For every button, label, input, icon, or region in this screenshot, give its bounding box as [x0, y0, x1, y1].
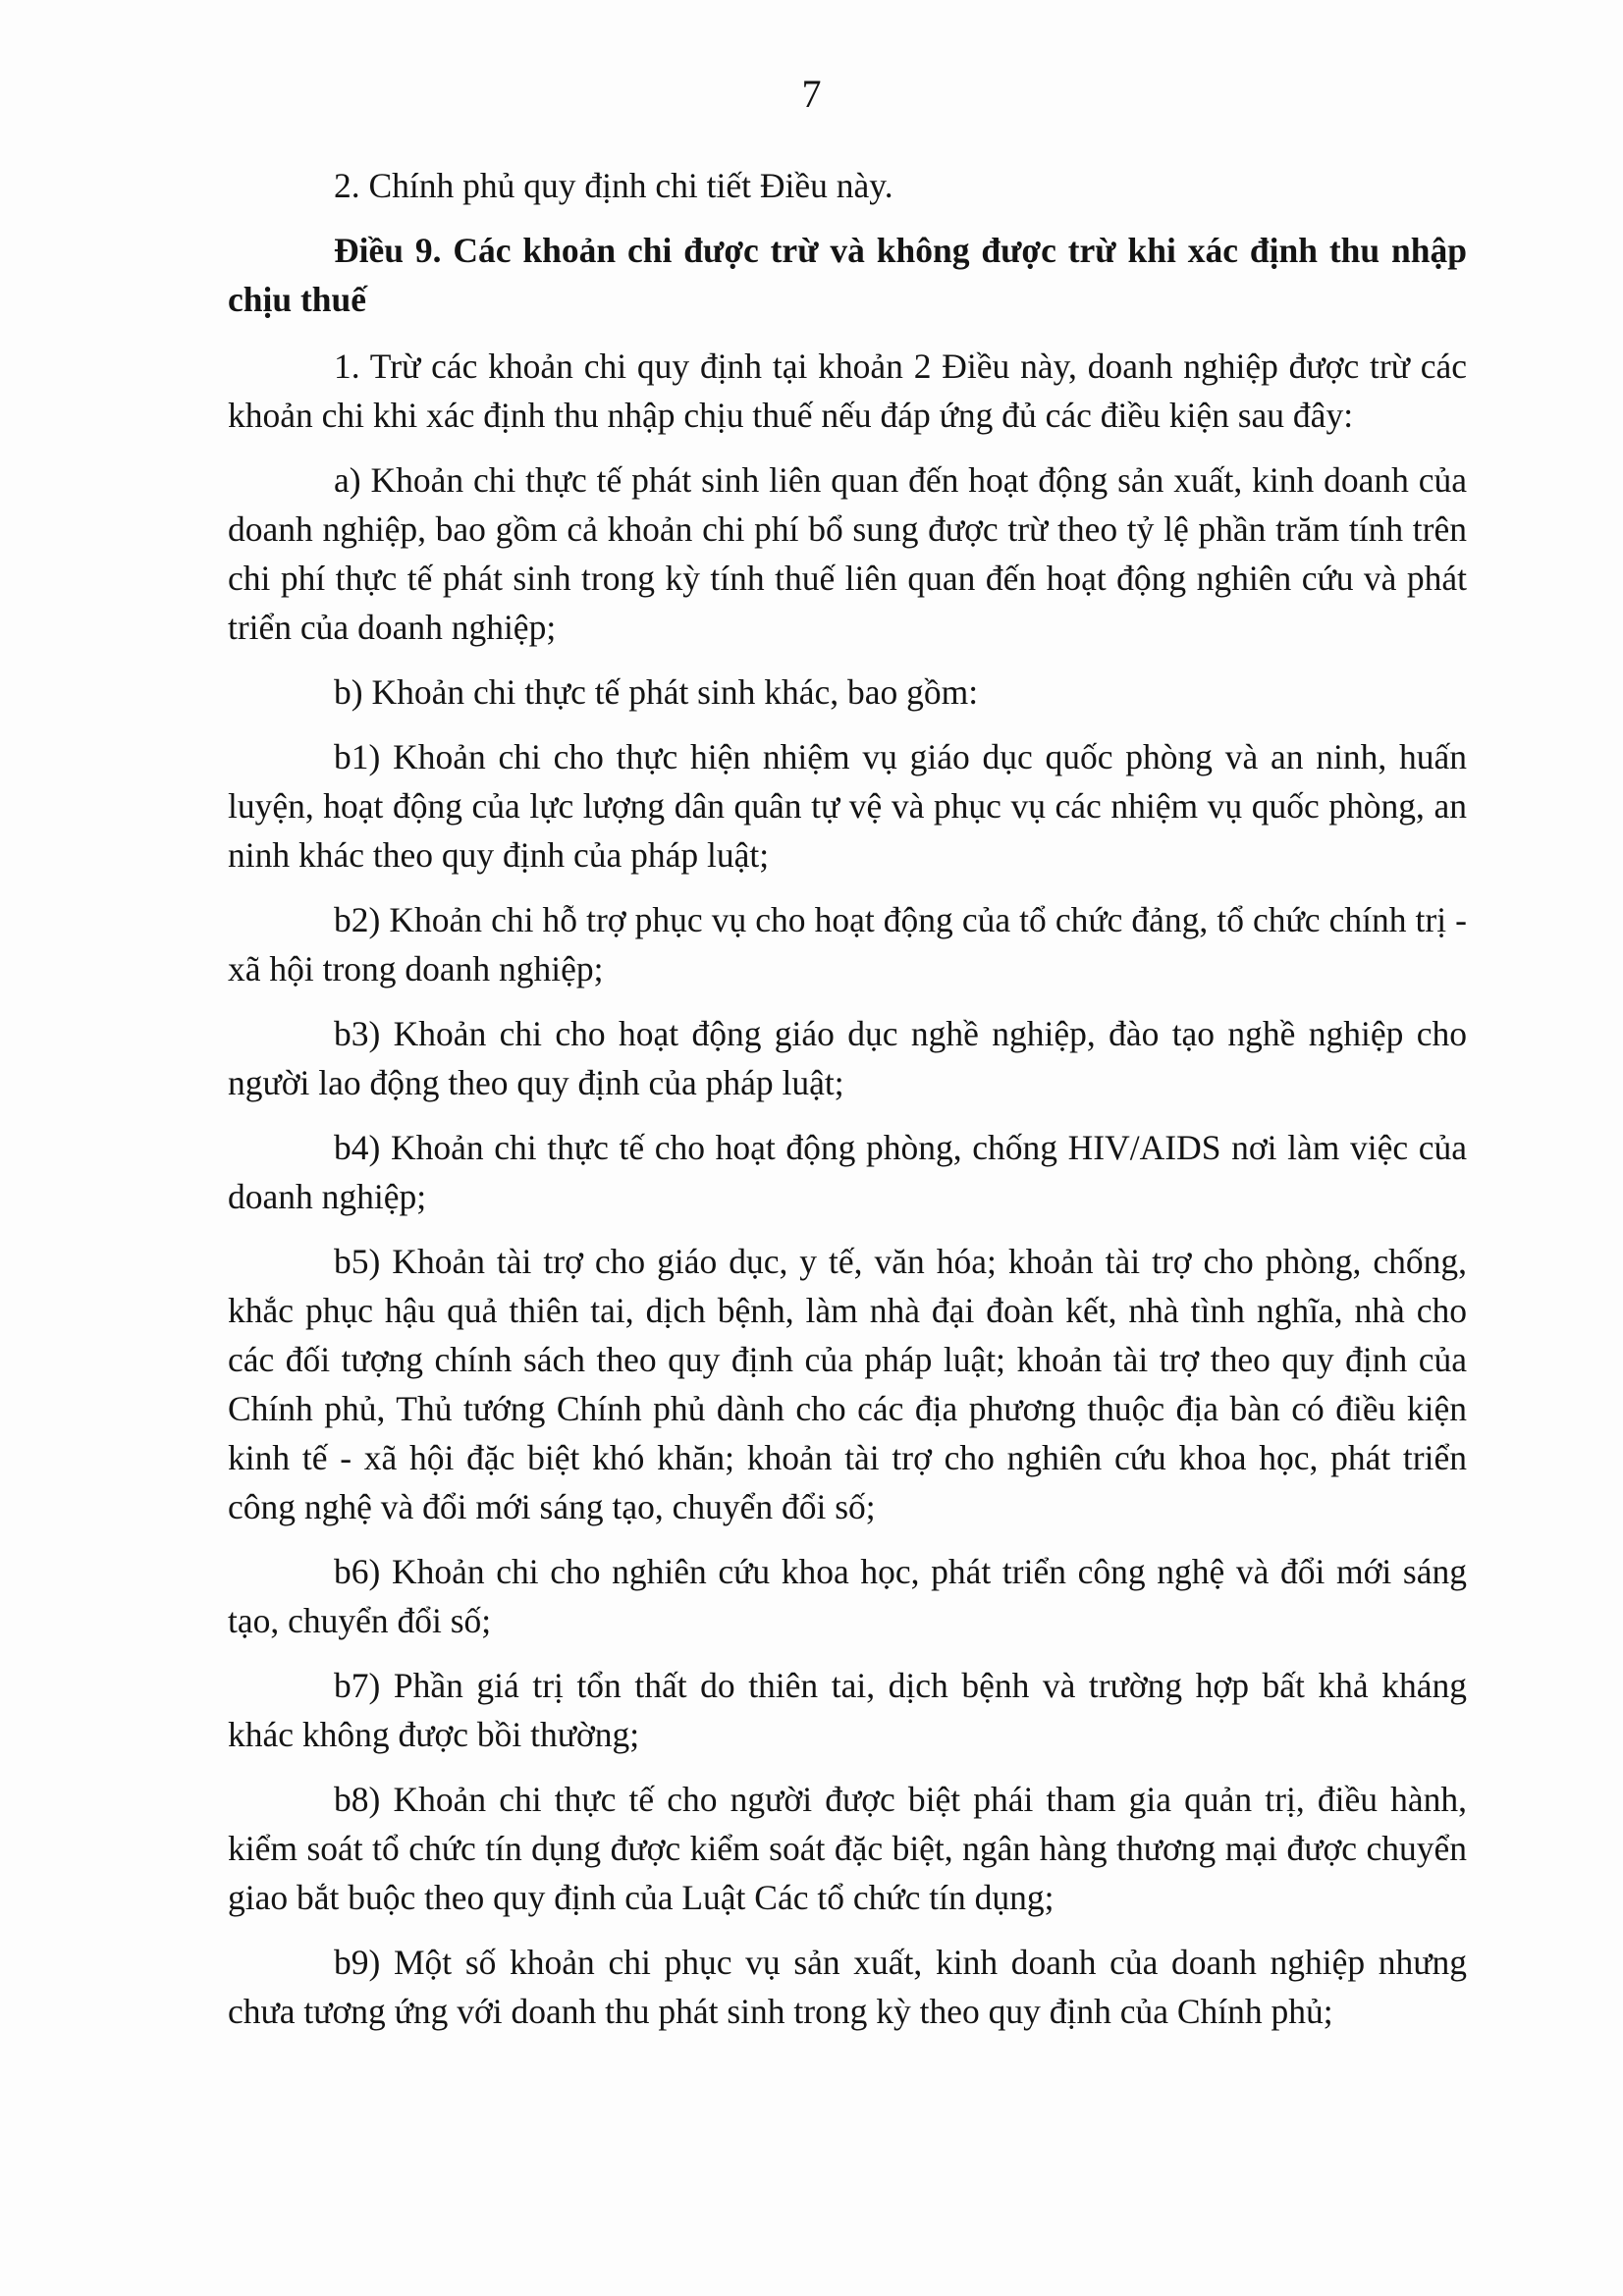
paragraph-point-a: a) Khoản chi thực tế phát sinh liên quan đến hoạt động sản xuất, kinh doanh của doanh nghiệp, bao gồm cả khoản chi phí bổ sung được trừ theo tỷ lệ phần trăm tính trên chi phí thực tế phát sinh trong kỳ tính thuế liên quan đến hoạt động nghiên cứu và phát triển của doanh nghiệp;	[228, 460, 1467, 647]
paragraph-clause-1: 1. Trừ các khoản chi quy định tại khoản 2 Điều này, doanh nghiệp được trừ các khoản chi khi xác định thu nhập chịu thuế nếu đáp ứng đủ các điều kiện sau đây:	[228, 347, 1467, 435]
page-number: 7	[801, 72, 822, 116]
paragraph-point-b4: b4) Khoản chi thực tế cho hoạt động phòng, chống HIV/AIDS nơi làm việc của doanh nghiệp;	[228, 1128, 1467, 1216]
paragraph-point-b6: b6) Khoản chi cho nghiên cứu khoa học, phát triển công nghệ và đổi mới sáng tạo, chuyển đổi số;	[228, 1552, 1467, 1640]
paragraph-point-b1: b1) Khoản chi cho thực hiện nhiệm vụ giáo dục quốc phòng và an ninh, huấn luyện, hoạt động của lực lượng dân quân tự vệ và phục vụ các nhiệm vụ quốc phòng, an ninh khác theo quy định của pháp luật;	[228, 737, 1467, 875]
paragraph-point-b9: b9) Một số khoản chi phục vụ sản xuất, kinh doanh của doanh nghiệp nhưng chưa tương ứng với doanh thu phát sinh trong kỳ theo quy định của Chính phủ;	[228, 1943, 1467, 2031]
paragraph-point-b: b) Khoản chi thực tế phát sinh khác, bao gồm:	[334, 672, 979, 712]
paragraph-point-b3: b3) Khoản chi cho hoạt động giáo dục nghề nghiệp, đào tạo nghề nghiệp cho người lao động theo quy định của pháp luật;	[228, 1014, 1467, 1102]
article-heading: Điều 9. Các khoản chi được trừ và không được trừ khi xác định thu nhập chịu thuế	[228, 231, 1467, 319]
paragraph-point-b8: b8) Khoản chi thực tế cho người được biệt phái tham gia quản trị, điều hành, kiểm soát tổ chức tín dụng được kiểm soát đặc biệt, ngân hàng thương mại được chuyển giao bắt buộc theo quy định của Luật Các tổ chức tín dụng;	[228, 1780, 1467, 1917]
paragraph-point-b2: b2) Khoản chi hỗ trợ phục vụ cho hoạt động của tổ chức đảng, tổ chức chính trị - xã hội trong doanh nghiệp;	[228, 900, 1467, 988]
paragraph-point-b7: b7) Phần giá trị tổn thất do thiên tai, dịch bệnh và trường hợp bất khả kháng khác không được bồi thường;	[228, 1666, 1467, 1754]
paragraph-point-b5: b5) Khoản tài trợ cho giáo dục, y tế, văn hóa; khoản tài trợ cho phòng, chống, khắc phục hậu quả thiên tai, dịch bệnh, làm nhà đại đoàn kết, nhà tình nghĩa, nhà cho các đối tượng chính sách theo quy định của pháp luật; khoản tài trợ theo quy định của Chính phủ, Thủ tướng Chính phủ dành cho các địa phương thuộc địa bàn có điều kiện kinh tế - xã hội đặc biệt khó khăn; khoản tài trợ cho nghiên cứu khoa học, phát triển công nghệ và đổi mới sáng tạo, chuyển đổi số;	[228, 1242, 1467, 1526]
document-body	[228, 161, 1467, 2052]
paragraph-clause-2: 2. Chính phủ quy định chi tiết Điều này.	[334, 166, 893, 205]
